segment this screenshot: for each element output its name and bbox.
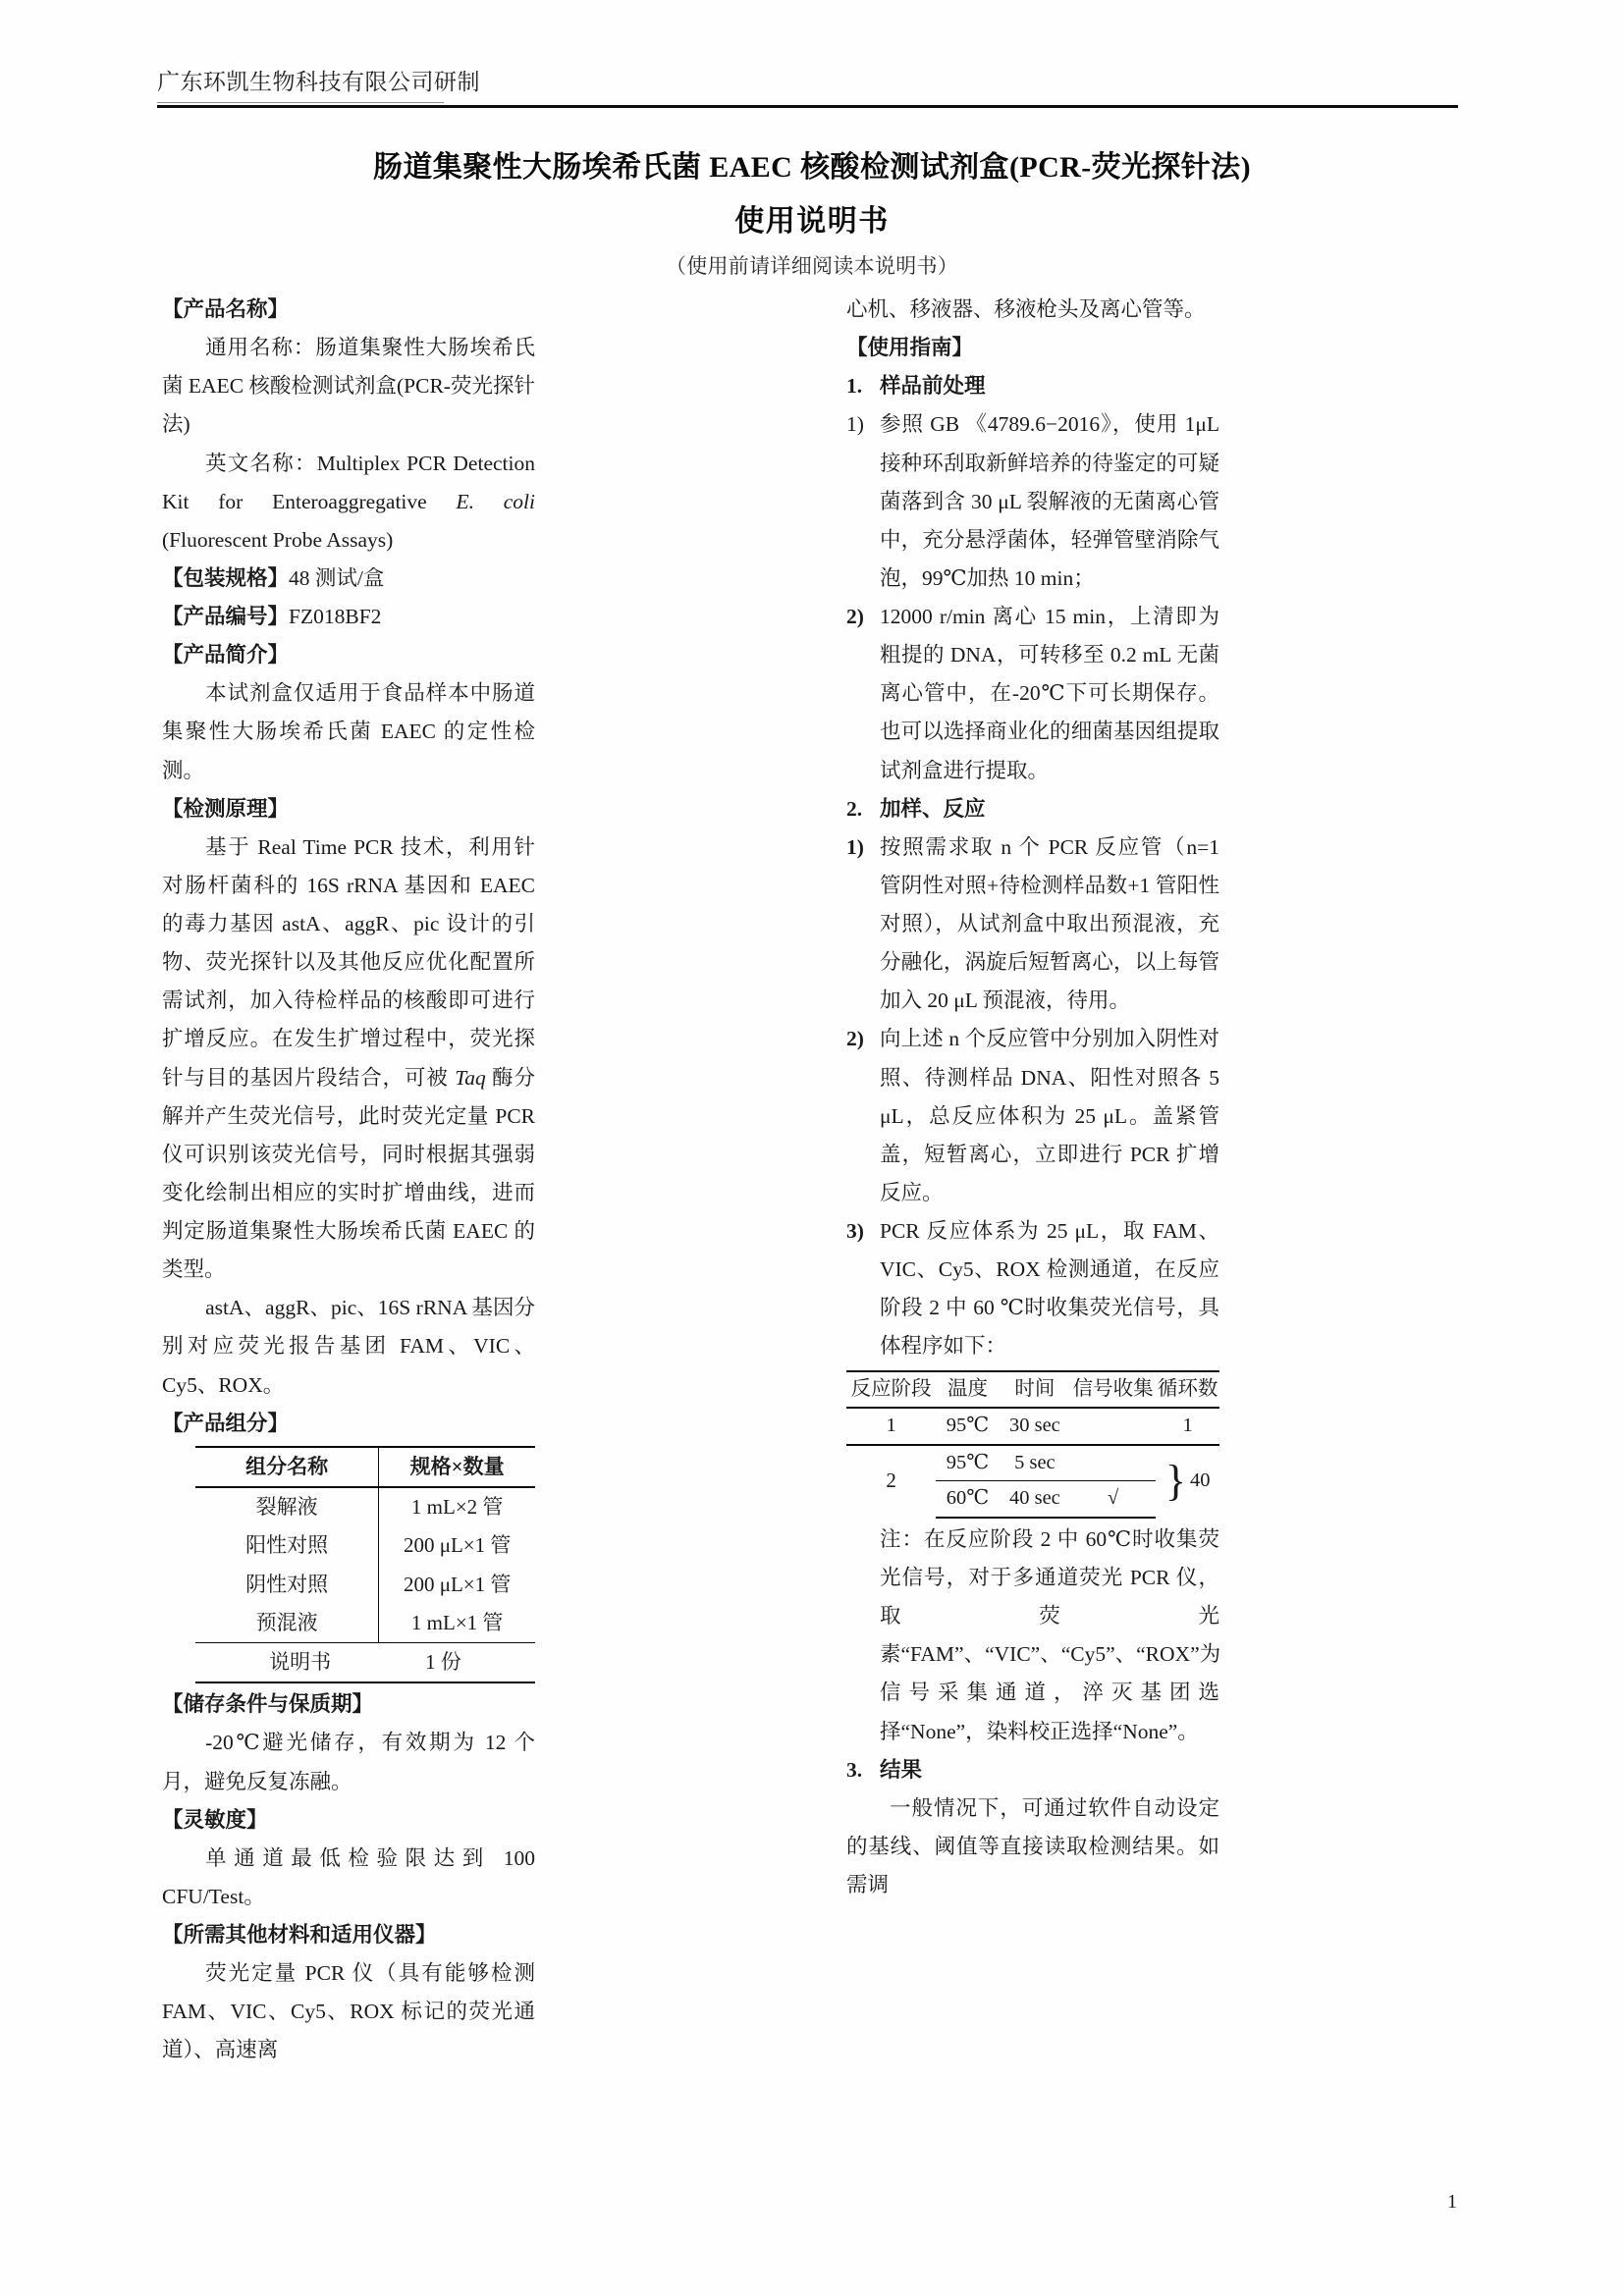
pcr-table-header-row (846, 1371, 1219, 1409)
step-2-item-3 (846, 1212, 1219, 1366)
composition-cell-name: 裂解液 (195, 1487, 379, 1526)
section-guide-heading: 【使用指南】 (846, 336, 974, 360)
pcr-header-signal: 信号收集 (1070, 1371, 1156, 1409)
document-subtitle: 使用说明书 (734, 205, 890, 238)
step-2-number: 2. (846, 796, 863, 821)
composition-cell-name: 阳性对照 (195, 1526, 379, 1565)
right-column (846, 291, 1219, 1904)
composition-footer-value: 1 份 (425, 1650, 461, 1674)
composition-table (195, 1446, 535, 1684)
table-row (195, 1526, 535, 1565)
pcr-stage-1-temp: 95℃ (936, 1408, 1000, 1445)
composition-cell-name: 阴性对照 (195, 1566, 379, 1604)
product-code-value: FZ018BF2 (289, 605, 382, 628)
step-2-item-2-number: 2) (846, 1027, 864, 1051)
step-1-item-1 (846, 405, 1219, 598)
step-1-title: 样品前处理 (880, 374, 986, 399)
section-storage-heading: 【储存条件与保质期】 (162, 1692, 374, 1717)
pcr-stage-1-label: 1 (846, 1408, 936, 1445)
composition-cell-spec: 200 μL×1 管 (403, 1572, 512, 1596)
composition-header-spec: 规格×数量 (379, 1447, 535, 1487)
pcr-stage-2a-temp: 95℃ (936, 1445, 1000, 1481)
section-principle-heading: 【检测原理】 (162, 796, 290, 821)
section-code-heading: 【产品编号】 (162, 605, 290, 628)
header-company-line: 广东环凯生物科技有限公司研制 (157, 70, 480, 94)
section-product-name-heading: 【产品名称】 (162, 297, 290, 321)
table-row (195, 1566, 535, 1604)
page-number: 1 (1447, 2191, 1457, 2213)
pcr-program-table (846, 1370, 1219, 1519)
step-1-number: 1. (846, 374, 863, 399)
document-read-note: （使用前请详细阅读本说明书） (665, 254, 959, 278)
pcr-stage-1-signal (1070, 1408, 1156, 1445)
page-header (157, 67, 1458, 108)
step-2-item-2-text: 向上述 n 个反应管中分别加入阴性对照、待测样品 DNA、阳性对照各 5 μL，总反应体积为 25 μL。盖紧管盖，短暂离心，立即进行 PCR 扩增反应。 (880, 1027, 1219, 1204)
section-materials-heading: 【所需其他材料和适用仪器】 (162, 1923, 437, 1947)
step-2-item-3-text: PCR 反应体系为 25 μL，取 FAM、VIC、Cy5、ROX 检测通道，在反应阶段 2 中 60 ℃时收集荧光信号，具体程序如下： (880, 1219, 1219, 1359)
document-title: 肠道集聚性大肠埃希氏菌 EAEC 核酸检测试剂盒(PCR-荧光探针法) (373, 151, 1251, 184)
composition-footer-text (195, 1643, 535, 1683)
pcr-stage-2-cycles-value: 40 (1190, 1468, 1211, 1491)
guide-step-list (846, 367, 1219, 1365)
step-3-title: 结果 (880, 1757, 923, 1782)
step-2-item-1 (846, 828, 1219, 1021)
principle-paragraph-1 (162, 828, 535, 1290)
composition-cell-name: 预混液 (195, 1604, 379, 1643)
composition-header-name: 组分名称 (195, 1447, 379, 1487)
step-3-number: 3. (846, 1757, 863, 1782)
english-name-part1: 英文名称：Multiplex PCR Detection Kit for Enteroaggregative (162, 451, 535, 513)
step-1-item-1-number: 1) (846, 412, 864, 437)
step-3-paragraph: 一般情况下，可通过软件自动设定的基线、阈值等直接读取检测结果。如需调 (846, 1795, 1219, 1896)
table-row (195, 1487, 535, 1526)
principle-taq-enzyme: Taq (455, 1065, 486, 1090)
english-name-part2: (Fluorescent Probe Assays) (162, 527, 394, 552)
composition-cell-spec: 1 mL×1 管 (379, 1604, 535, 1643)
principle-text-b: 酶分解并产生荧光信号，此时荧光定量 PCR 仪可识别该荧光信号，同时根据其强弱变化绘制出相应的实时扩增曲线，进而判定肠道集聚性大肠埃希氏菌 EAEC 的类型。 (162, 1065, 535, 1282)
composition-table-footer-row (195, 1643, 535, 1683)
storage-paragraph: -20℃避光储存，有效期为 12 个月，避免反复冻融。 (162, 1731, 535, 1793)
step-2-item-1-text: 按照需求取 n 个 PCR 反应管（n=1 管阴性对照+待检测样品数+1 管阳性对照），从试剂盒中取出预混液，充分融化，涡旋后短暂离心，以上每管加入 20 μL 预混液，待用。 (880, 834, 1219, 1013)
guide-step-1 (846, 367, 1219, 405)
pcr-stage-2b-signal: √ (1070, 1481, 1156, 1518)
pcr-stage-2b-temp: 60℃ (936, 1481, 1000, 1518)
package-spec-value: 48 测试/盒 (289, 565, 385, 590)
composition-cell-spec: 200 μL×1 管 (403, 1533, 512, 1558)
step-2-title: 加样、反应 (880, 796, 986, 821)
product-code-line (162, 598, 535, 636)
pcr-header-temp: 温度 (936, 1371, 1000, 1409)
english-name-paragraph (162, 445, 535, 560)
step-2-item-1-number: 1) (846, 834, 864, 859)
pcr-stage-2a-time: 5 sec (1000, 1445, 1070, 1481)
composition-cell-spec: 1 mL×2 管 (410, 1495, 504, 1519)
pcr-header-time: 时间 (1000, 1371, 1070, 1409)
package-spec-line (162, 560, 535, 598)
pcr-stage-2-row-a (846, 1445, 1219, 1481)
step-2-item-2 (846, 1020, 1219, 1212)
sensitivity-paragraph: 单通道最低检验限达到 100 CFU/Test。 (162, 1845, 535, 1908)
pcr-stage-1-time: 30 sec (1000, 1408, 1070, 1445)
principle-paragraph-2: astA、aggR、pic、16S rRNA 基因分别对应荧光报告基团 FAM、VIC、Cy5、ROX。 (162, 1296, 535, 1397)
brace-glyph: } (1164, 1456, 1186, 1505)
principle-text-a: 基于 Real Time PCR 技术，利用针对肠杆菌科的 16S rRNA 基因和 EAEC 的毒力基因 astA、aggR、pic 设计的引物、荧光探针以及其他反应优化配置所需试剂，加入待检样品的核酸即可进行扩增反应。在发生扩增过程中，荧光探针与目的基因片段结合，可被 (162, 834, 535, 1090)
pcr-stage-2a-signal (1070, 1445, 1156, 1481)
pcr-header-stage: 反应阶段 (846, 1371, 936, 1409)
section-package-heading: 【包装规格】 (162, 565, 290, 590)
step-1-item-2-text: 12000 r/min 离心 15 min，上清即为粗提的 DNA，可转移至 0.2 mL 无菌离心管中，在-20℃下可长期保存。也可以选择商业化的细菌基因组提取试剂盒进行提取。 (880, 605, 1219, 782)
section-intro-heading: 【产品简介】 (162, 643, 290, 667)
pcr-header-cycles: 循环数 (1156, 1371, 1219, 1409)
pcr-stage-1-row (846, 1408, 1219, 1445)
section-composition-heading: 【产品组分】 (162, 1411, 290, 1435)
guide-step-3 (846, 1751, 1219, 1789)
composition-table-header-row (195, 1447, 535, 1487)
pcr-note-paragraph: 注：在反应阶段 2 中 60℃时收集荧光信号，对于多通道荧光 PCR 仪，取荧光素“FAM”、“VIC”、“Cy5”、“ROX”为信号采集通道，淬灭基团选择“None”，染料校正选择“None”。 (880, 1526, 1221, 1743)
section-sensitivity-heading: 【灵敏度】 (162, 1807, 268, 1832)
step-2-item-3-number: 3) (846, 1219, 864, 1243)
generic-name-paragraph: 通用名称：肠道集聚性大肠埃希氏菌 EAEC 核酸检测试剂盒(PCR-荧光探针法) (162, 336, 535, 437)
header-rule-thin (157, 102, 444, 103)
intro-paragraph: 本试剂盒仅适用于食品样本中肠道集聚性大肠埃希氏菌 EAEC 的定性检测。 (162, 681, 535, 782)
step-1-item-1-text: 参照 GB 《4789.6−2016》，使用 1μL 接种环刮取新鲜培养的待鉴定的可疑菌落到含 30 μL 裂解液的无菌离心管中，充分悬浮菌体，轻弹管壁消除气泡，99℃加热 10 min； (880, 412, 1219, 590)
pcr-stage-2-cycles (1156, 1445, 1219, 1518)
materials-paragraph: 荧光定量 PCR 仪（具有能够检测 FAM、VIC、Cy5、ROX 标记的荧光通道）、高速离 (162, 1961, 535, 2062)
composition-footer-label: 说明书 (269, 1650, 332, 1674)
pcr-stage-2b-time: 40 sec (1000, 1481, 1070, 1518)
table-row (195, 1604, 535, 1643)
pcr-stage-1-cycles: 1 (1156, 1408, 1219, 1445)
english-name-species: E. coli (456, 489, 535, 513)
guide-step-2 (846, 790, 1219, 828)
materials-continuation: 心机、移液器、移液枪头及离心管等。 (846, 297, 1206, 321)
step-1-item-2 (846, 598, 1219, 790)
guide-step-3-block (846, 1751, 1219, 1789)
left-column (162, 291, 535, 2070)
header-rule-thick (157, 105, 1458, 108)
pcr-stage-2-label: 2 (886, 1468, 896, 1493)
step-1-item-2-number: 2) (846, 605, 864, 628)
